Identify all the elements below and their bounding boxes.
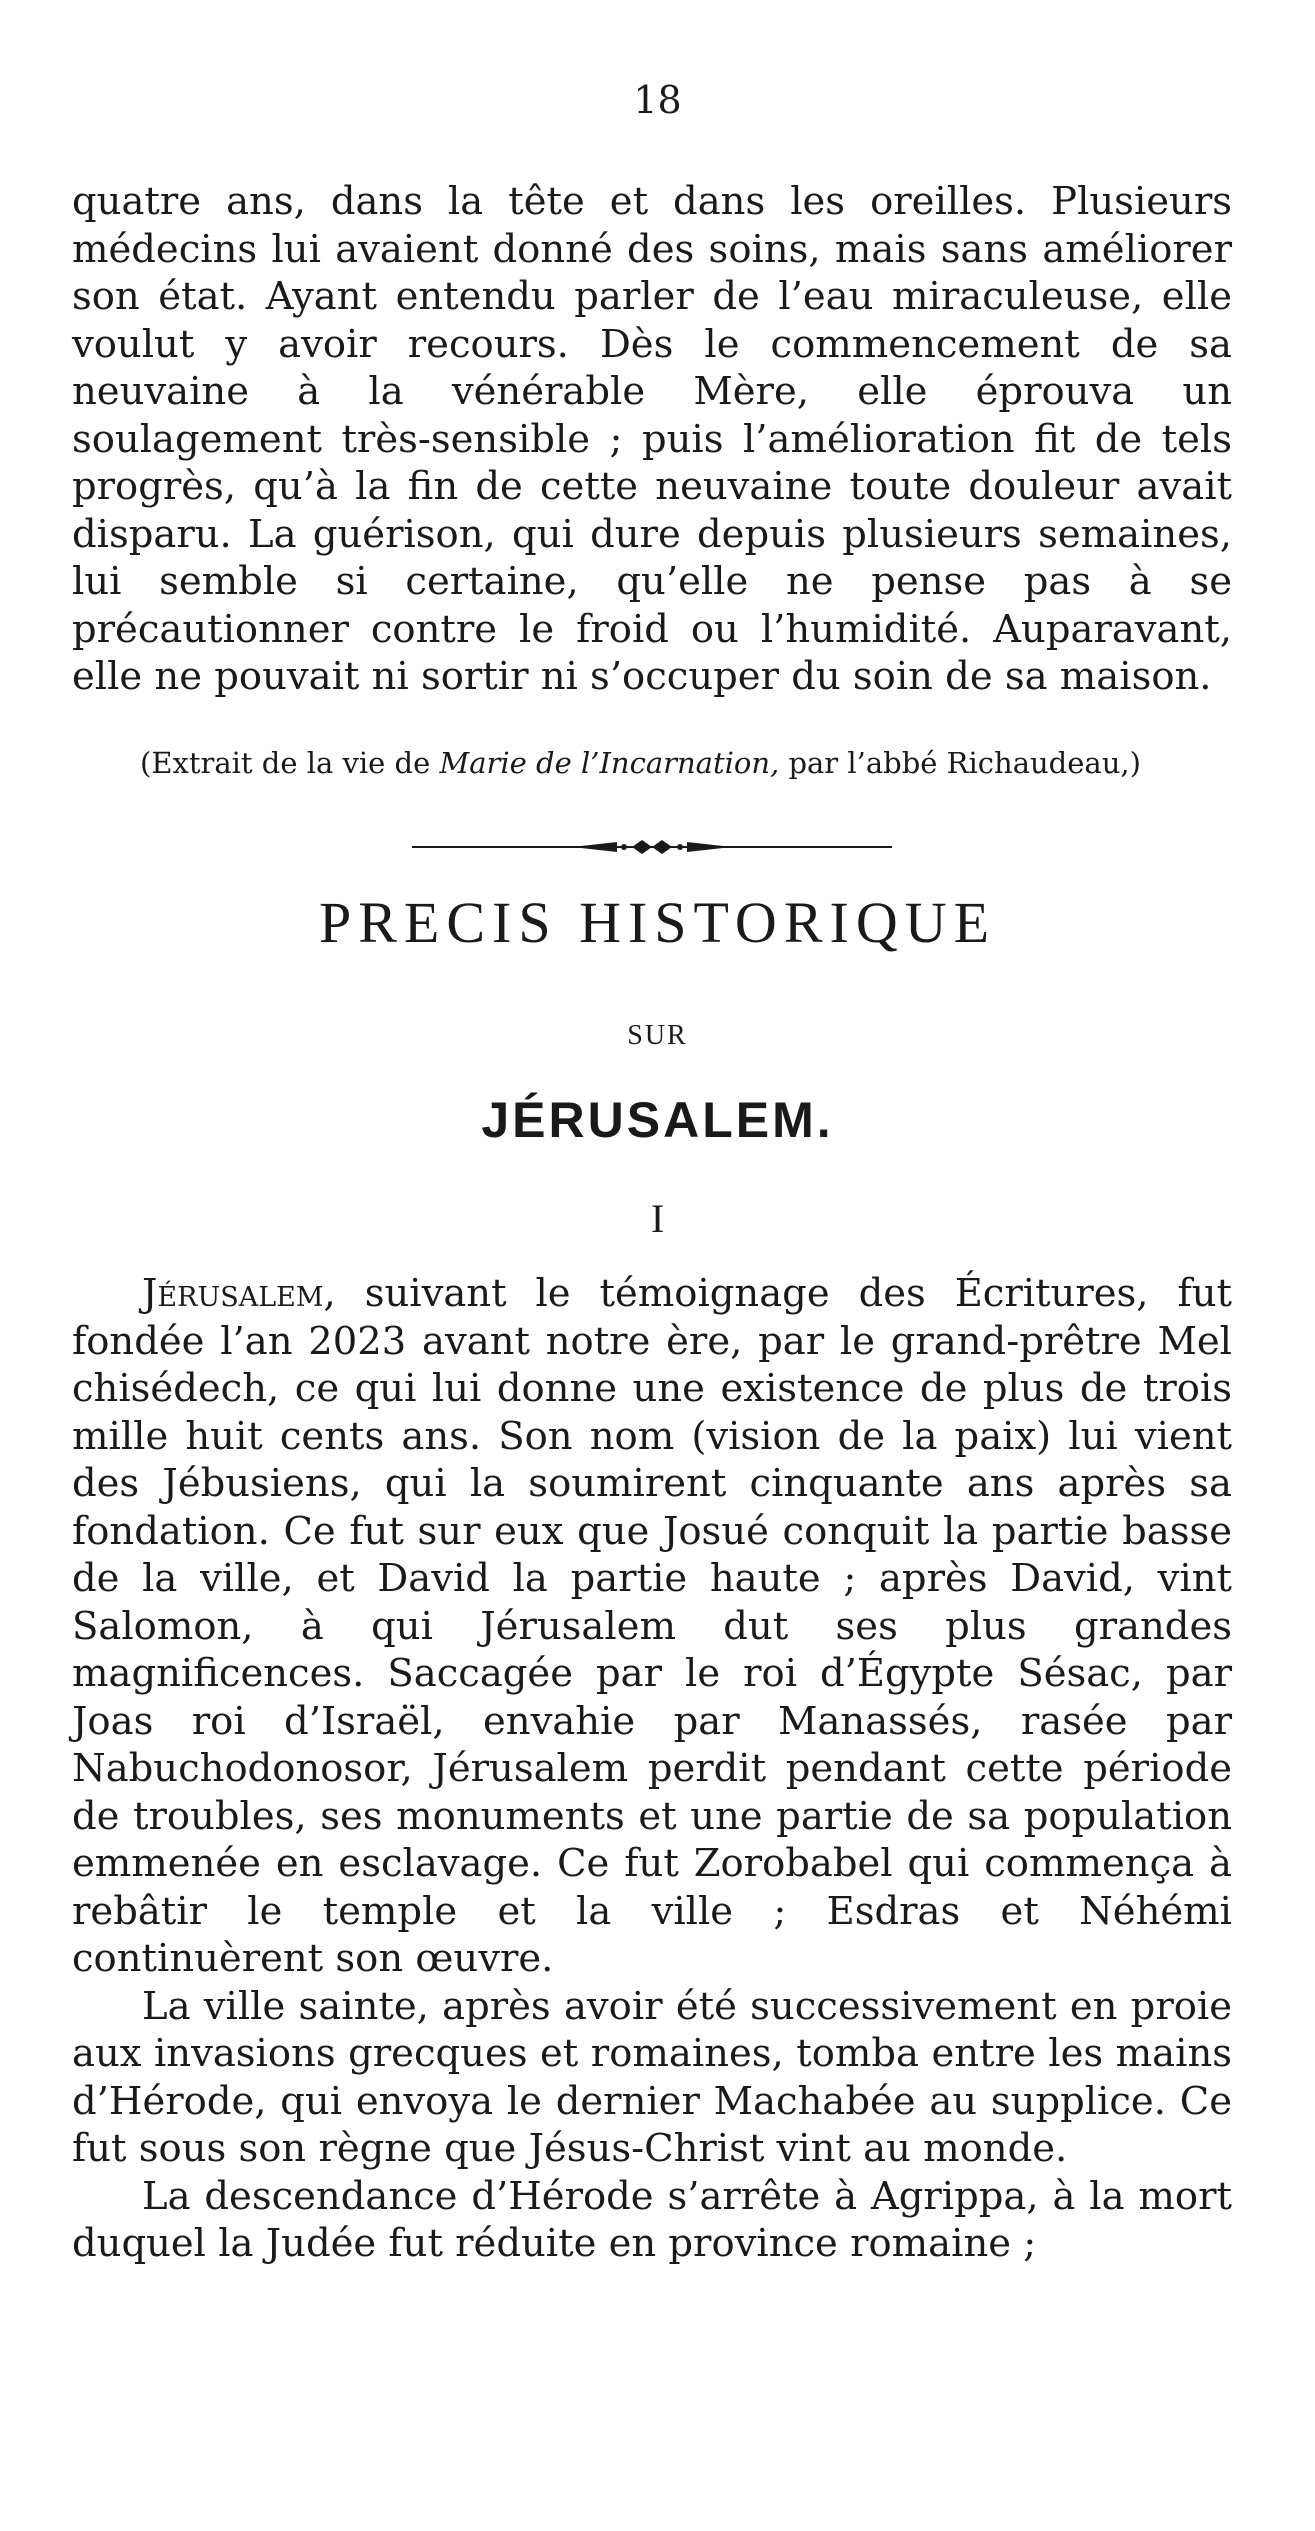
section-connector: SUR: [627, 1020, 688, 1051]
paragraph-1: [72, 1270, 1232, 1983]
section-title: PRECIS HISTORIQUE: [318, 890, 997, 955]
source-work-title: Marie de l’Incarnation,: [439, 746, 780, 780]
ornamental-divider: [412, 836, 892, 858]
source-prefix: (Extrait de la vie de: [140, 746, 440, 780]
paragraph-2: La ville sainte, après avoir été successivement en proie aux invasions grecques et romaines, tomba entre les mains d’Hérode, qui envoya le dernier Machabée au supplice. Ce fut sous son règne que Jésus-Christ vint au monde.: [72, 1983, 1232, 2171]
page-number: 18: [633, 78, 682, 122]
continued-paragraph-block: [72, 178, 1232, 701]
paragraph-1-lead: Jérusalem: [142, 1271, 324, 1316]
chapter-numeral: I: [650, 1196, 665, 1241]
paragraph-1-text: , suivant le témoignage des Écritures, fut fondée l’an 2023 avant notre ère, par le grand-prêtre Mel chisédech, ce qui lui donne une existence de plus de trois mille huit cents ans. Son nom (vision de la paix) lui vient des Jébusiens, qui la soumirent cinquante ans après sa fondation. Ce fut sur eux que Josué conquit la partie basse de la ville, et David la partie haute ; après David, vint Salomon, à qui Jérusalem dut ses plus grandes magnificences. Saccagée par le roi d’Égypte Sésac, par Joas roi d’Israël, envahie par Manassés, rasée par Nabuchodonosor, Jérusalem perdit pendant cette période de troubles, ses monuments et une partie de sa population emmenée en esclavage. Ce fut Zorobabel qui commença à rebâtir le temple et la ville ; Esdras et Néhémi continuèrent son œuvre.: [72, 1271, 1232, 1981]
section-subtitle: JÉRUSALEM.: [481, 1092, 834, 1148]
main-text-block: [72, 1270, 1232, 2268]
continued-paragraph: quatre ans, dans la tête et dans les oreilles. Plusieurs médecins lui avaient donné des soins, mais sans améliorer son état. Ayant entendu parler de l’eau miraculeuse, elle voulut y avoir recours. Dès le commencement de sa neuvaine à la vénérable Mère, elle éprouva un soulagement très-sensible ; puis l’amélioration fit de tels progrès, qu’à la fin de cette neuvaine toute douleur avait disparu. La guérison, qui dure depuis plusieurs semaines, lui semble si certaine, qu’elle ne pense pas à se précautionner contre le froid ou l’humidité. Auparavant, elle ne pouvait ni sortir ni s’occuper du soin de sa maison.: [72, 179, 1232, 699]
paragraph-3: La descendance d’Hérode s’arrête à Agrippa, à la mort duquel la Judée fut réduite en province romaine ;: [72, 2173, 1232, 2266]
source-citation: [140, 745, 1220, 781]
source-suffix: par l’abbé Richaudeau,): [779, 746, 1141, 780]
